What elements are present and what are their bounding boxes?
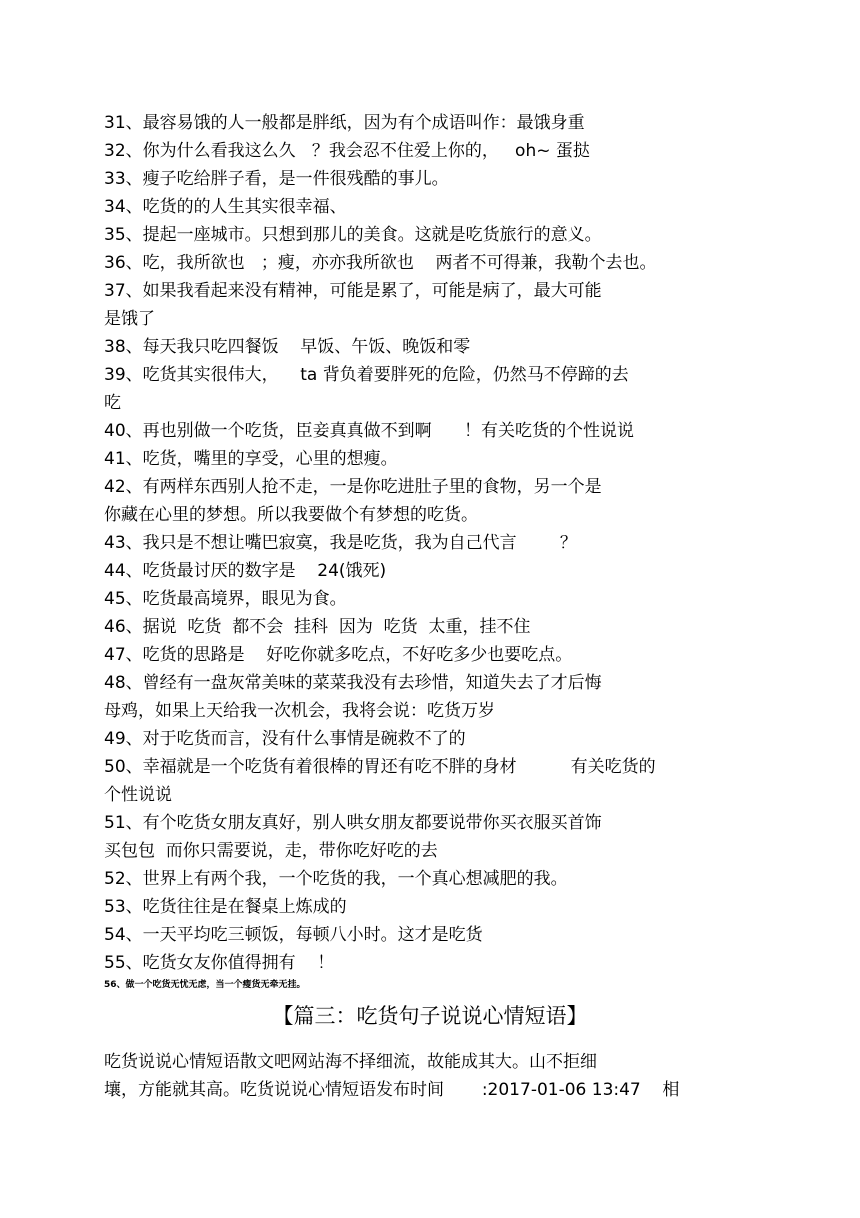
list-line: 32、你为什么看我这么久 ？我会忍不住爱上你的， oh~ 蛋挞	[104, 141, 590, 161]
list-line: 44、吃货最讨厌的数字是 24(饿死)	[104, 561, 387, 581]
list-line: 53、吃货往往是在餐桌上炼成的	[104, 897, 347, 917]
small-note-line: 56、做一个吃货无忧无虑，当一个瘦货无牵无挂。	[104, 980, 306, 990]
body-line: 壤，方能就其高。吃货说说心情短语发布时间 :2017-01-06 13:47 相	[104, 1080, 680, 1100]
list-line: 买包包 而你只需要说，走，带你吃好吃的去	[104, 841, 438, 861]
list-line: 51、有个吃货女朋友真好，别人哄女朋友都要说带你买衣服买首饰	[104, 813, 602, 833]
list-line: 37、如果我看起来没有精神，可能是累了，可能是病了，最大可能	[104, 281, 602, 301]
list-line: 36、吃，我所欲也 ；瘦，亦亦我所欲也 两者不可得兼，我勒个去也。	[104, 253, 657, 273]
list-line: 47、吃货的思路是 好吃你就多吃点，不好吃多少也要吃点。	[104, 645, 573, 665]
list-line: 45、吃货最高境界，眼见为食。	[104, 589, 347, 609]
body-line: 吃货说说心情短语散文吧网站海不择细流，故能成其大。山不拒细	[104, 1052, 597, 1072]
list-line: 43、我只是不想让嘴巴寂寞，我是吃货，我为自己代言 ？	[104, 533, 577, 553]
list-line: 38、每天我只吃四餐饭 早饭、午饭、晚饭和零	[104, 337, 471, 357]
list-line: 52、世界上有两个我，一个吃货的我，一个真心想减肥的我。	[104, 869, 568, 889]
list-line: 42、有两样东西别人抢不走，一是你吃进肚子里的食物，另一个是	[104, 477, 602, 497]
list-line: 你藏在心里的梦想。所以我要做个有梦想的吃货。	[104, 505, 478, 525]
list-line: 55、吃货女友你值得拥有 ！	[104, 953, 335, 973]
list-line: 46、据说 吃货 都不会 挂科 因为 吃货 太重，挂不住	[104, 617, 531, 637]
list-line: 35、提起一座城市。只想到那儿的美食。这就是吃货旅行的意义。	[104, 225, 602, 245]
list-line: 33、瘦子吃给胖子看，是一件很残酷的事儿。	[104, 169, 449, 189]
section-heading: 【篇三：吃货句子说说心情短语】	[272, 1004, 588, 1028]
list-line: 吃	[104, 393, 121, 413]
list-line: 50、幸福就是一个吃货有着很棒的胃还有吃不胖的身材 有关吃货的	[104, 757, 656, 777]
list-line: 是饿了	[104, 309, 155, 329]
list-line: 54、一天平均吃三顿饭，每顿八小时。这才是吃货	[104, 925, 483, 945]
list-line: 34、吃货的的人生其实很幸福、	[104, 197, 347, 217]
list-line: 40、再也别做一个吃货，臣妾真真做不到啊 ！有关吃货的个性说说	[104, 421, 635, 441]
list-line: 48、曾经有一盘灰常美味的菜菜我没有去珍惜，知道失去了才后悔	[104, 673, 602, 693]
list-line: 个性说说	[104, 785, 172, 805]
list-line: 39、吃货其实很伟大， ta 背负着要胖死的危险，仍然马不停蹄的去	[104, 365, 629, 385]
list-line: 母鸡，如果上天给我一次机会，我将会说：吃货万岁	[104, 701, 495, 721]
list-line: 49、对于吃货而言，没有什么事情是碗救不了的	[104, 729, 466, 749]
list-line: 41、吃货，嘴里的享受，心里的想瘦。	[104, 449, 398, 469]
list-line: 31、最容易饿的人一般都是胖纸，因为有个成语叫作：最饿身重	[104, 113, 585, 133]
